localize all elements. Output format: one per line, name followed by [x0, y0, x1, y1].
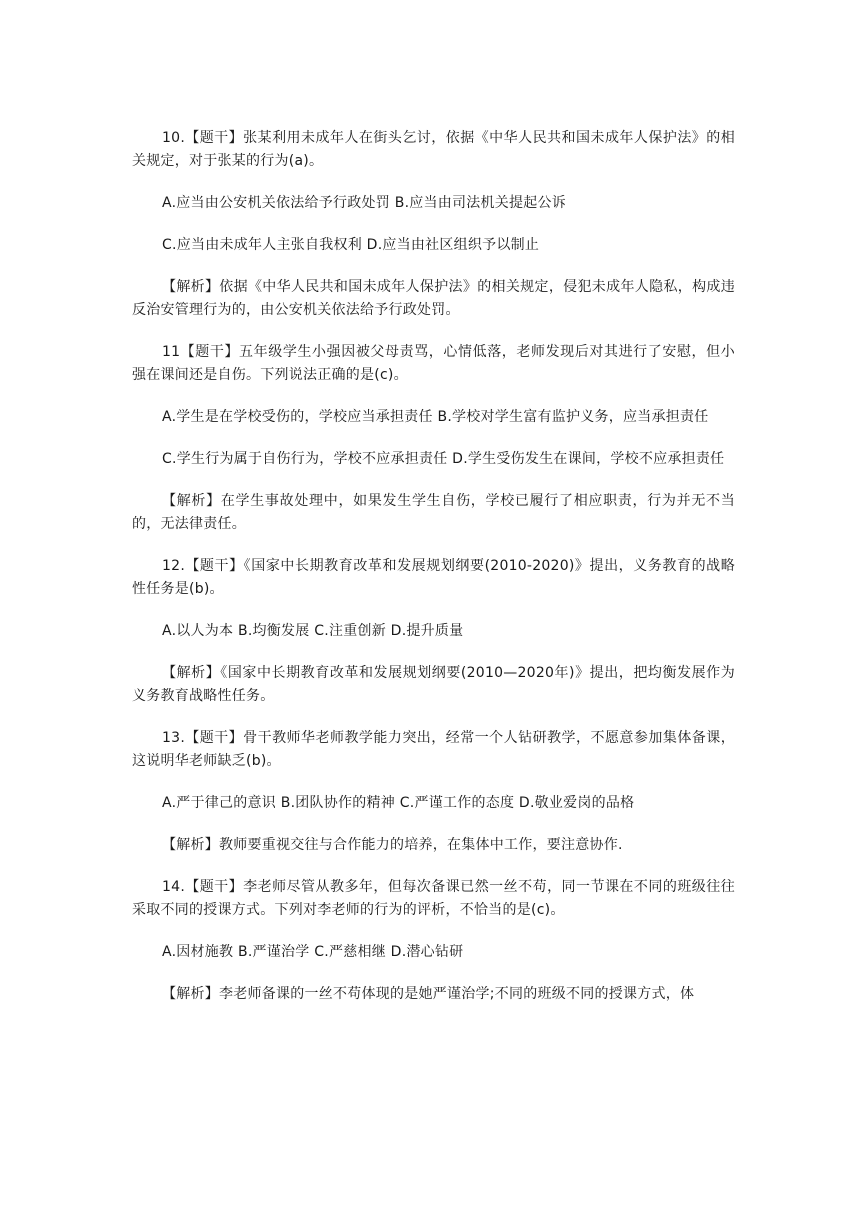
question-11-options-cd: C.学生行为属于自伤行为，学校不应承担责任 D.学生受伤发生在课间，学校不应承担责任: [162, 451, 725, 467]
question-10-stem: 10.【题干】张某利用未成年人在街头乞讨，依据《中华人民共和国未成年人保护法》的相关规定，对于张某的行为(a)。: [132, 130, 735, 169]
document-body: [132, 127, 735, 1025]
question-14-analysis: 【解析】李老师备课的一丝不苟体现的是她严谨治学;不同的班级不同的授课方式，体: [162, 986, 695, 1002]
question-12-analysis: 【解析】《国家中长期教育改革和发展规划纲要(2010—2020年)》提出，把均衡发展作为义务教育战略性任务。: [132, 665, 735, 704]
question-14-stem: 14.【题干】李老师尽管从教多年，但每次备课已然一丝不苟，同一节课在不同的班级往往采取不同的授课方式。下列对李老师的行为的评析，不恰当的是(c)。: [132, 879, 735, 918]
question-11-analysis: 【解析】在学生事故处理中，如果发生学生自伤，学校已履行了相应职责，行为并无不当的，无法律责任。: [132, 493, 735, 532]
question-13-stem: 13.【题干】骨干教师华老师教学能力突出，经常一个人钻研教学，不愿意参加集体备课，这说明华老师缺乏(b)。: [132, 730, 735, 769]
question-13-analysis: 【解析】教师要重视交往与合作能力的培养，在集体中工作，要注意协作.: [162, 837, 623, 853]
question-12-stem: 12.【题干】《国家中长期教育改革和发展规划纲要(2010-2020)》提出，义务教育的战略性任务是(b)。: [132, 558, 735, 597]
question-11-stem: 11【题干】五年级学生小强因被父母责骂，心情低落，老师发现后对其进行了安慰，但小强在课间还是自伤。下列说法正确的是(c)。: [132, 344, 735, 383]
question-12-options: A.以人为本 B.均衡发展 C.注重创新 D.提升质量: [162, 623, 464, 639]
question-14-options: A.因材施教 B.严谨治学 C.严慈相继 D.潜心钻研: [162, 944, 464, 960]
question-13-options: A.严于律己的意识 B.团队协作的精神 C.严谨工作的态度 D.敬业爱岗的品格: [162, 795, 635, 811]
question-10-options-cd: C.应当由未成年人主张自我权利 D.应当由社区组织予以制止: [162, 237, 540, 253]
question-10-options-ab: A.应当由公安机关依法给予行政处罚 B.应当由司法机关提起公诉: [162, 195, 567, 211]
question-11-options-ab: A.学生是在学校受伤的，学校应当承担责任 B.学校对学生富有监护义务，应当承担责任: [162, 409, 709, 425]
question-10-analysis: 【解析】依据《中华人民共和国未成年人保护法》的相关规定，侵犯未成年人隐私，构成违反治安管理行为的，由公安机关依法给予行政处罚。: [132, 279, 735, 318]
